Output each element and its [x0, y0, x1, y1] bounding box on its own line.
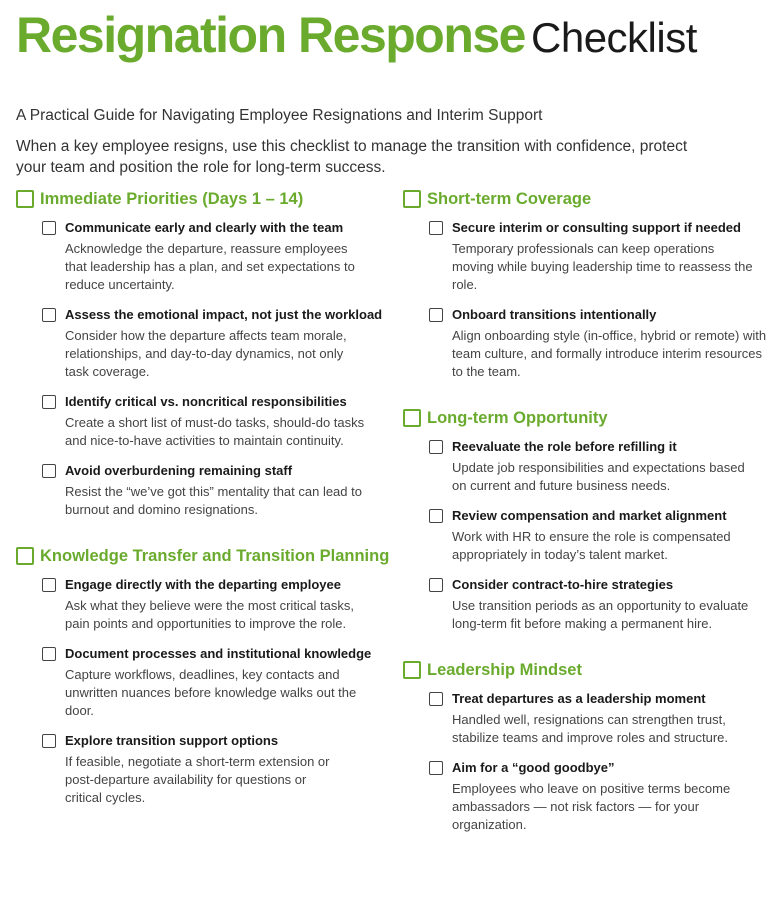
- checklist-item: [42, 463, 386, 519]
- checklist-item: [429, 307, 773, 381]
- item-checkbox[interactable]: [42, 221, 56, 235]
- checklist-item: [42, 307, 386, 381]
- checklist-item: [42, 733, 386, 807]
- item-checkbox[interactable]: [42, 308, 56, 322]
- intro-text: When a key employee resigns, use this checklist to manage the transition with confidence, protect your team and position the role for long-term success.: [16, 138, 688, 176]
- section-long-term-opportunity: [403, 405, 773, 633]
- section-title: Leadership Mindset: [427, 660, 582, 679]
- item-title: Reevaluate the role before refilling it: [452, 439, 677, 454]
- item-title: Secure interim or consulting support if needed: [452, 220, 741, 235]
- item-title: Review compensation and market alignment: [452, 508, 727, 523]
- left-column: [16, 186, 390, 831]
- item-title: Aim for a “good goodbye”: [452, 760, 615, 775]
- section-title: Immediate Priorities (Days 1 – 14): [40, 189, 304, 208]
- subtitle: A Practical Guide for Navigating Employee Resignations and Interim Support: [16, 107, 543, 124]
- item-description: If feasible, negotiate a short-term extension or post-departure availability for questions or critical cycles.: [65, 754, 330, 805]
- item-title: Assess the emotional impact, not just the workload: [65, 307, 383, 322]
- item-title: Treat departures as a leadership moment: [452, 691, 706, 706]
- item-description: Use transition periods as an opportunity to evaluate long-term fit before making a permanent hire.: [452, 598, 749, 631]
- section-checkbox[interactable]: [403, 190, 421, 208]
- item-title: Consider contract-to-hire strategies: [452, 577, 674, 592]
- item-checkbox[interactable]: [429, 692, 443, 706]
- item-checkbox[interactable]: [42, 734, 56, 748]
- item-title: Document processes and institutional knowledge: [65, 646, 372, 661]
- item-checkbox[interactable]: [429, 578, 443, 592]
- item-description: Capture workflows, deadlines, key contacts and unwritten nuances before knowledge walks out the door.: [65, 667, 357, 718]
- item-checkbox[interactable]: [42, 578, 56, 592]
- item-checkbox[interactable]: [429, 440, 443, 454]
- item-checkbox[interactable]: [42, 464, 56, 478]
- item-description: Resist the “we’ve got this” mentality that can lead to burnout and domino resignations.: [65, 484, 362, 517]
- item-title: Onboard transitions intentionally: [452, 307, 657, 322]
- checklist-item: [42, 577, 386, 633]
- item-checkbox[interactable]: [429, 221, 443, 235]
- section-immediate-priorities: [16, 186, 386, 519]
- checklist-item: [429, 691, 773, 747]
- section-checkbox[interactable]: [16, 190, 34, 208]
- item-checkbox[interactable]: [429, 509, 443, 523]
- item-checkbox[interactable]: [42, 647, 56, 661]
- item-description: Acknowledge the departure, reassure employees that leadership has a plan, and set expectations to reduce uncertainty.: [65, 241, 355, 292]
- item-title: Engage directly with the departing employee: [65, 577, 341, 592]
- item-checkbox[interactable]: [429, 761, 443, 775]
- title-plain: Checklist: [531, 14, 697, 61]
- item-title: Avoid overburdening remaining staff: [65, 463, 293, 478]
- item-checkbox[interactable]: [42, 395, 56, 409]
- item-description: Update job responsibilities and expectations based on current and future business needs.: [452, 460, 745, 493]
- item-title: Communicate early and clearly with the team: [65, 220, 344, 235]
- section-title: Long-term Opportunity: [427, 408, 608, 427]
- right-column: [403, 186, 773, 858]
- checklist-item: [42, 646, 386, 720]
- section-knowledge-transfer: [16, 543, 390, 807]
- checklist-item: [429, 508, 773, 564]
- checklist-item: [429, 220, 773, 294]
- section-leadership-mindset: [403, 657, 773, 834]
- item-description: Temporary professionals can keep operations moving while buying leadership time to reassess the role.: [452, 241, 753, 292]
- item-description: Create a short list of must-do tasks, should-do tasks and nice-to-have activities to maintain continuity.: [65, 415, 365, 448]
- section-checkbox[interactable]: [403, 409, 421, 427]
- item-description: Work with HR to ensure the role is compensated appropriately in today’s talent market.: [452, 529, 731, 562]
- title-accent: Resignation Response: [16, 7, 525, 63]
- item-description: Handled well, resignations can strengthen trust, stabilize teams and improve roles and structure.: [452, 712, 729, 745]
- item-description: Align onboarding style (in-office, hybrid or remote) with team culture, and formally introduce interim resources to the team.: [452, 328, 767, 379]
- section-short-term-coverage: [403, 186, 773, 381]
- section-title: Knowledge Transfer and Transition Planning: [40, 546, 390, 565]
- item-checkbox[interactable]: [429, 308, 443, 322]
- checklist-item: [429, 760, 773, 834]
- item-description: Consider how the departure affects team morale, relationships, and day-to-day dynamics, not only task coverage.: [65, 328, 347, 379]
- checklist-item: [429, 439, 773, 495]
- item-title: Explore transition support options: [65, 733, 279, 748]
- checklist-item: [42, 220, 386, 294]
- section-checkbox[interactable]: [403, 661, 421, 679]
- section-title: Short-term Coverage: [427, 189, 592, 208]
- section-checkbox[interactable]: [16, 547, 34, 565]
- page-title: [16, 7, 697, 63]
- item-description: Ask what they believe were the most critical tasks, pain points and opportunities to improve the role.: [65, 598, 355, 631]
- item-description: Employees who leave on positive terms become ambassadors — not risk factors — for your organization.: [452, 781, 731, 832]
- checklist-item: [429, 577, 773, 633]
- checklist-item: [42, 394, 386, 450]
- item-title: Identify critical vs. noncritical responsibilities: [65, 394, 347, 409]
